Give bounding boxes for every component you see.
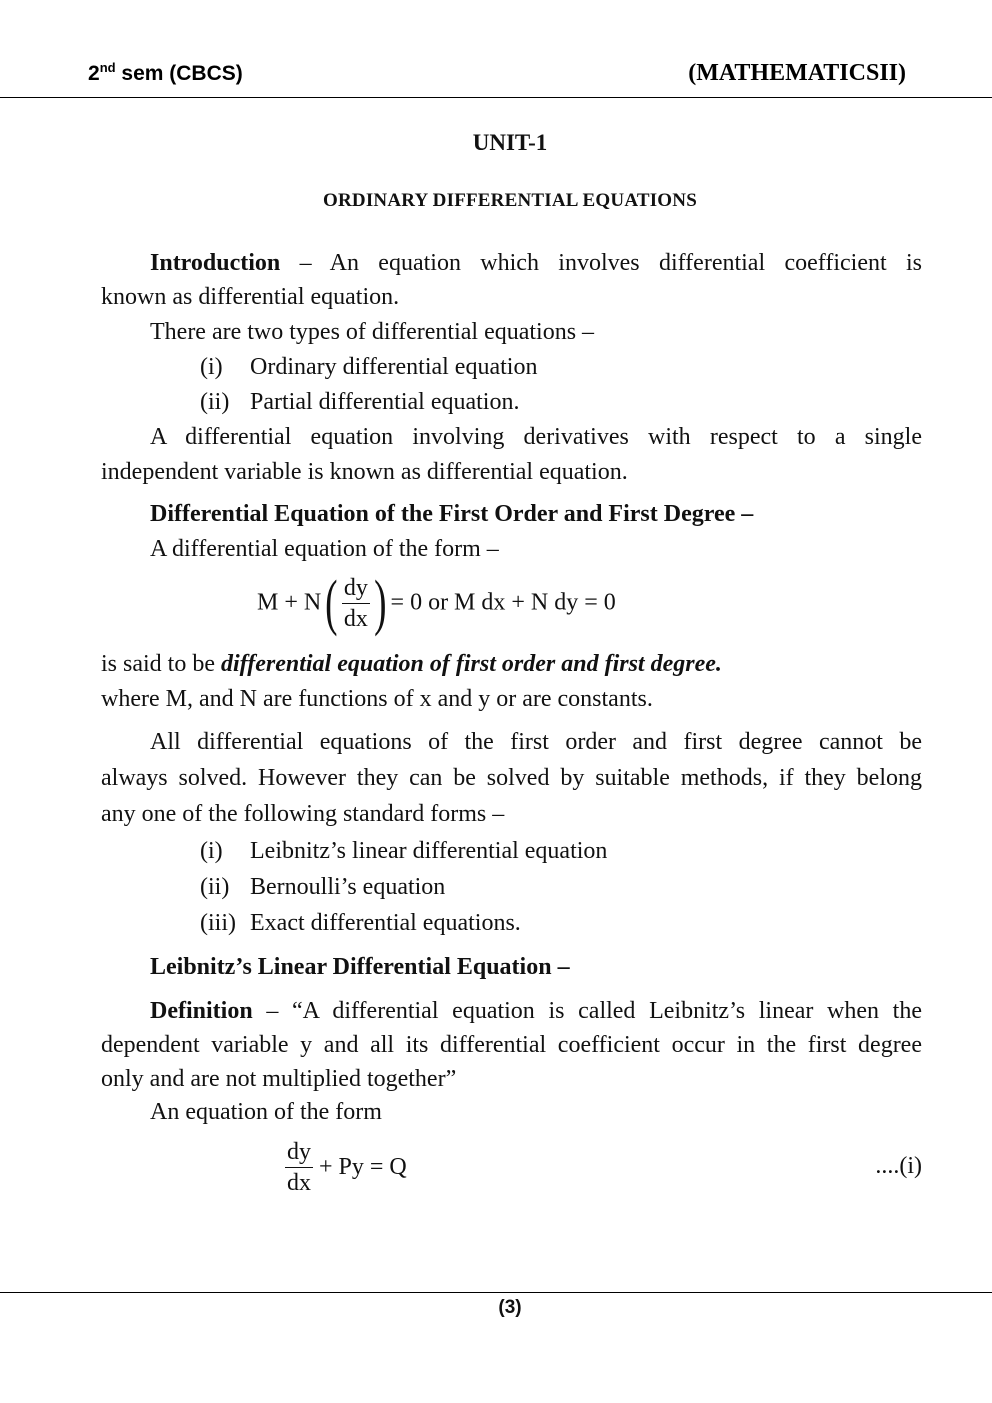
leibnitz-def-line-2: dependent variable y and all its differential coefficient occur in the first degree [101, 1032, 922, 1058]
type-item-2: (ii) Partial differential equation. [200, 389, 520, 415]
leibnitz-def-line-1: Definition – “A differential equation is called Leibnitz’s linear when the [150, 998, 922, 1024]
form-item-3: (iii) Exact differential equations. [200, 910, 521, 936]
para-line-2: always solved. However they can be solved by suitable methods, if they belong [101, 765, 922, 791]
said-line: is said to be differential equation of first order and first degree. [101, 651, 722, 677]
type-item-1: (i) Ordinary differential equation [200, 354, 538, 380]
intro-line-1: Introduction – An equation which involves differential coefficient is [150, 250, 922, 276]
chapter-title: ORDINARY DIFFERENTIAL EQUATIONS [323, 190, 697, 211]
first-order-equation [257, 569, 616, 637]
def-line-1: A differential equation involving derivatives with respect to a single [150, 424, 922, 450]
semester-label: 2nd sem (CBCS) [88, 60, 243, 85]
equation-tag: ....(i) [875, 1153, 922, 1179]
first-order-line-1: A differential equation of the form – [150, 536, 499, 562]
footer-rule [0, 1292, 992, 1293]
subject-label: (MATHEMATICSII) [688, 60, 906, 86]
where-line: where M, and N are functions of x and y or are constants. [101, 686, 653, 712]
form-item-2: (ii) Bernoulli’s equation [200, 874, 446, 900]
right-paren: ) [374, 569, 387, 637]
def-line-2: independent variable is known as differential equation. [101, 459, 628, 485]
unit-title: UNIT-1 [472, 130, 548, 155]
leibnitz-equation: $\frac{dy}{dx}$ + Py = Q [287, 1139, 407, 1196]
para-line-1: All differential equations of the first order and first degree cannot be [150, 729, 922, 755]
left-paren: ( [325, 569, 338, 637]
para-line-3: any one of the following standard forms – [101, 801, 505, 827]
eq-lhs: M + N [257, 589, 322, 616]
eq-rhs: = 0 or M dx + N dy = 0 [390, 589, 616, 616]
intro-line-2: known as differential equation. [101, 284, 400, 310]
eq-fraction: $\frac{dy}{dx}$ [343, 574, 368, 632]
intro-line-3: There are two types of differential equations – [150, 319, 595, 345]
leibnitz-fraction: $\frac{dy}{dx}$ [287, 1139, 311, 1196]
page-number: (3) [498, 1297, 522, 1318]
header-rule [0, 97, 992, 98]
leibnitz-heading: Leibnitz’s Linear Differential Equation – [150, 954, 570, 980]
form-item-1: (i) Leibnitz’s linear differential equation [200, 838, 608, 864]
leibnitz-def-line-3: only and are not multiplied together” [101, 1066, 457, 1092]
leibnitz-form-line: An equation of the form [150, 1099, 382, 1125]
first-order-heading: Differential Equation of the First Order and First Degree – [150, 501, 754, 527]
